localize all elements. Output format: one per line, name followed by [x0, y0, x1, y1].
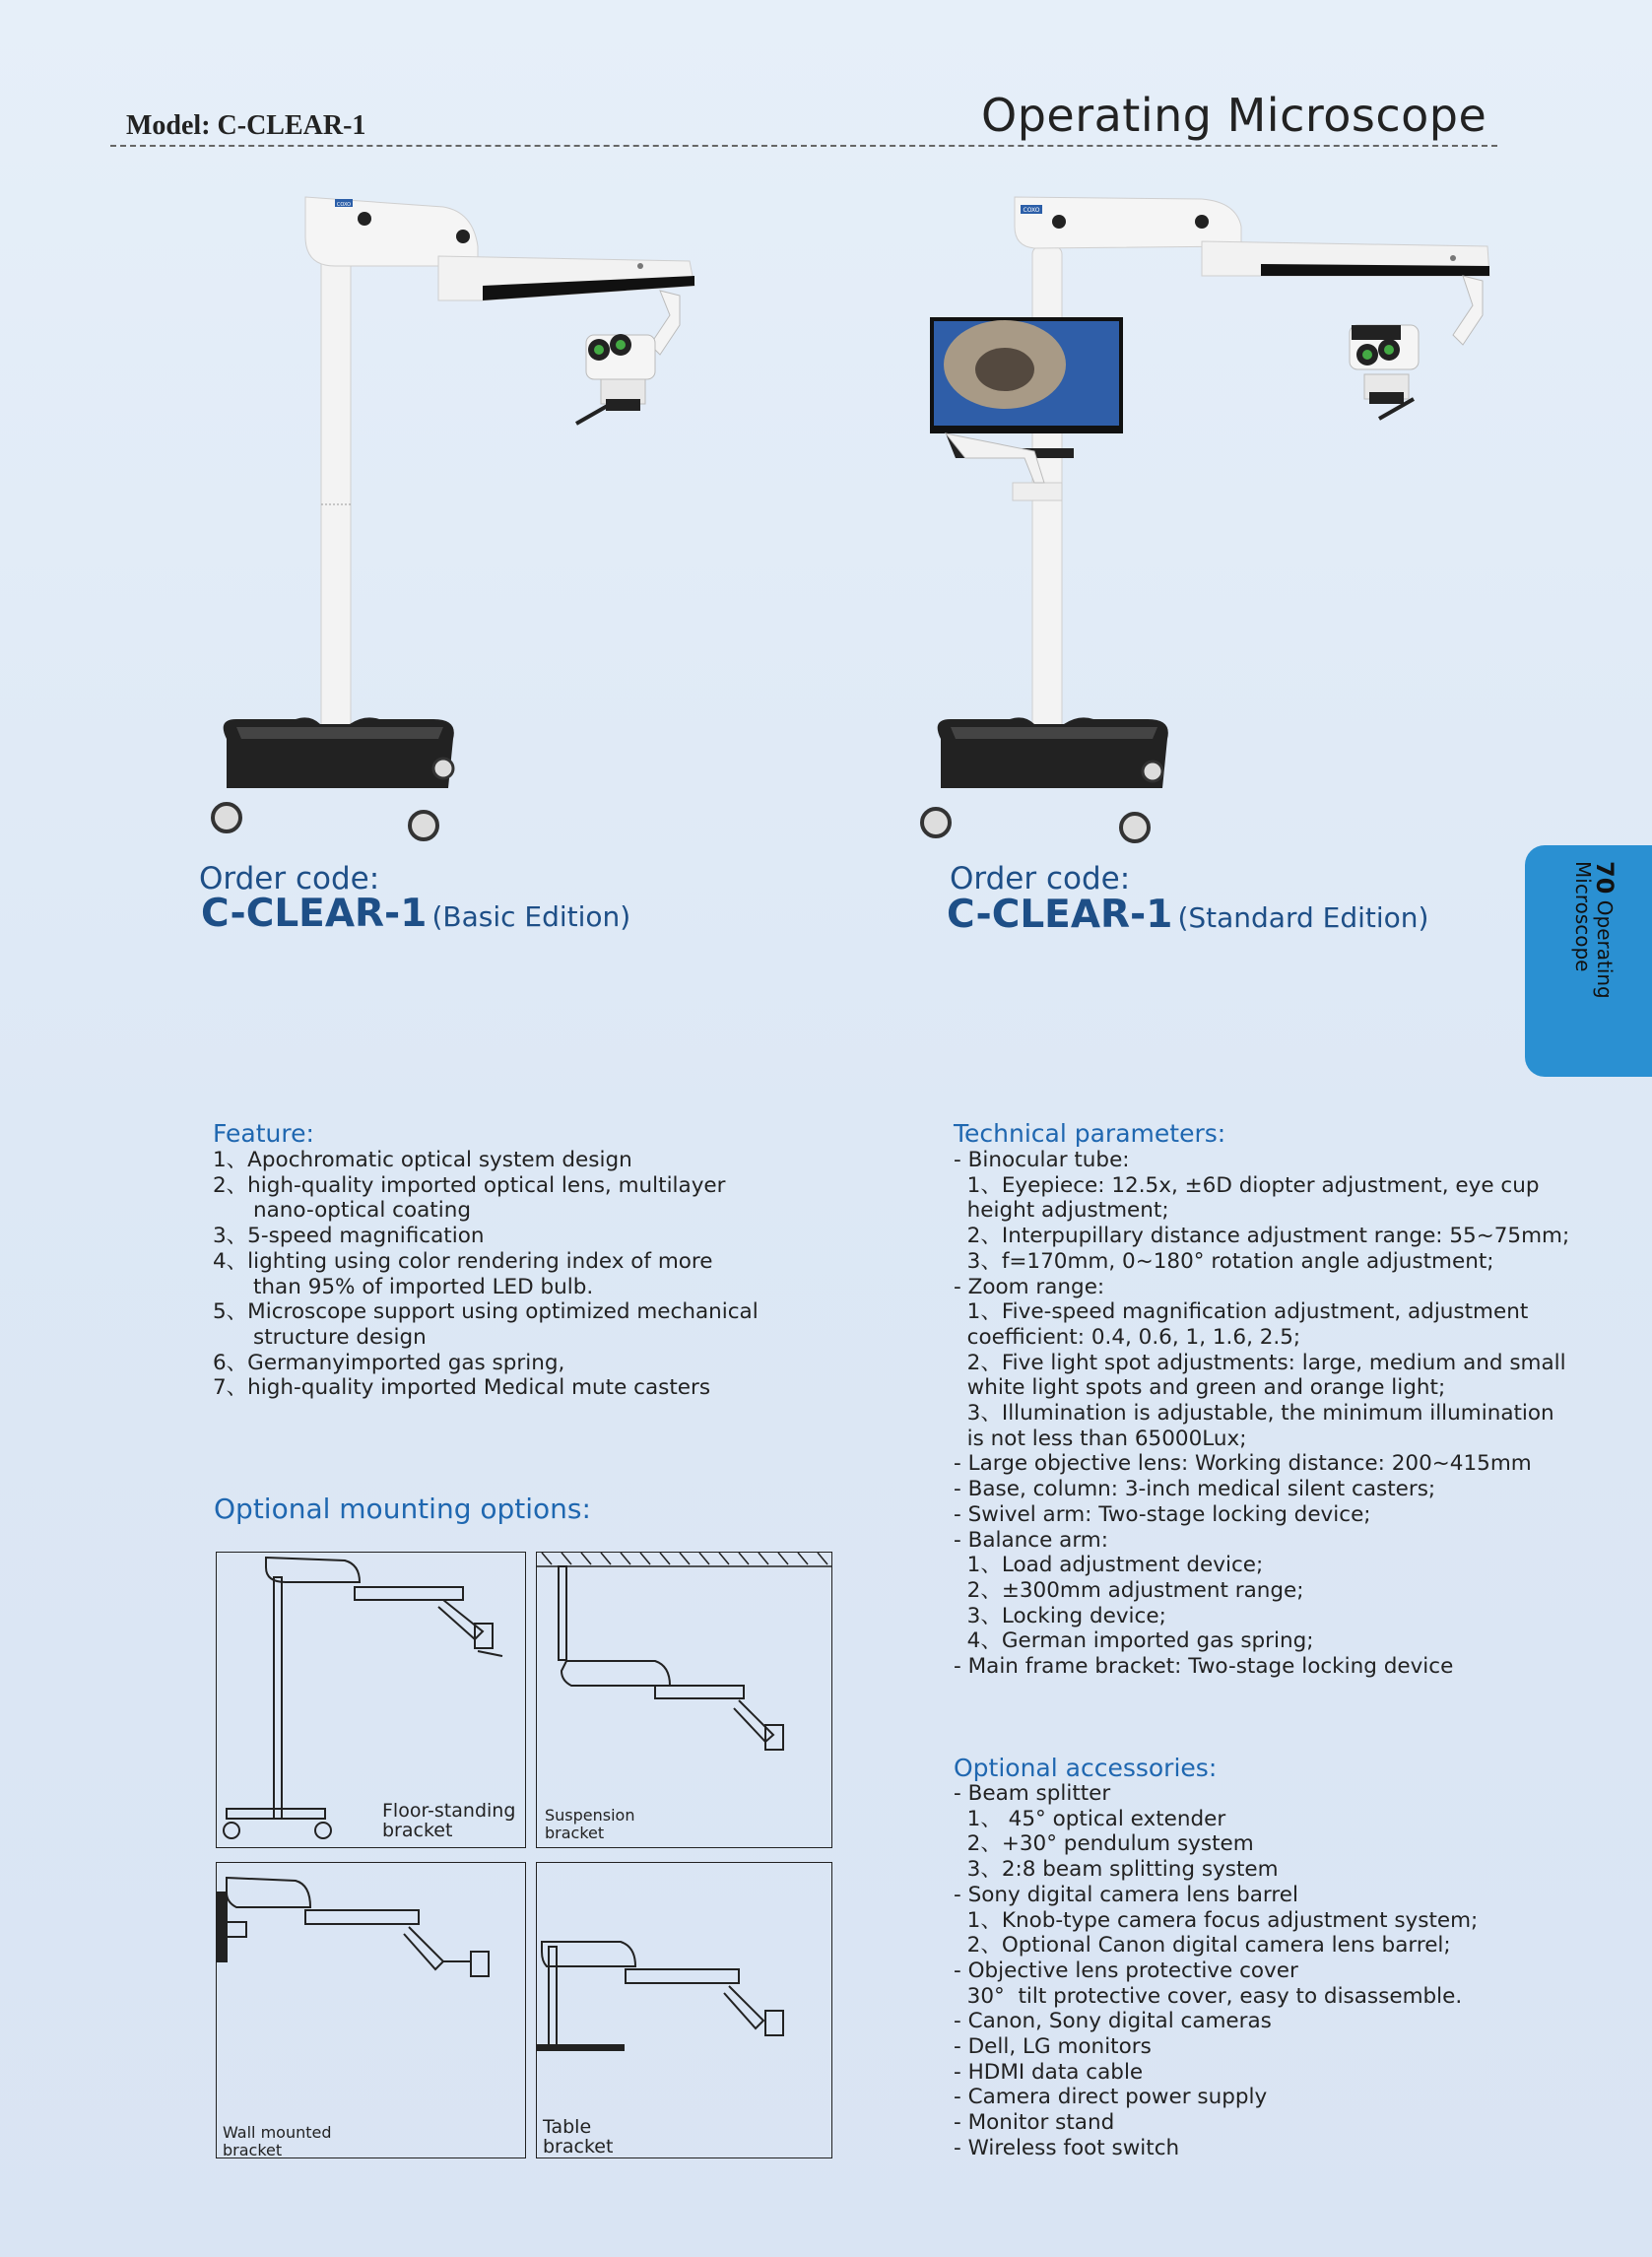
mount-label-suspension: Suspension bracket [545, 1806, 635, 1842]
feature-heading: Feature: [213, 1119, 314, 1148]
mount-label-table: Table bracket [543, 2116, 614, 2157]
edition-standard: (Standard Edition) [1177, 901, 1429, 934]
mount-label-floor: Floor-standing bracket [382, 1800, 516, 1841]
mount-label-wall: Wall mounted bracket [223, 2123, 332, 2159]
product-code-basic: C-CLEAR-1 [201, 892, 428, 936]
accessories-heading: Optional accessories: [954, 1754, 1218, 1782]
side-tab-label: Operating Microscope [1571, 861, 1617, 999]
order-code-label-basic: Order code: [199, 861, 380, 896]
order-code-basic [201, 892, 630, 936]
page-title: Operating Microscope [981, 89, 1487, 142]
brand-text: COXO [336, 202, 352, 208]
section-side-tab [1525, 845, 1652, 1077]
suspension-bracket-drawing [537, 1553, 831, 1847]
order-code-standard [947, 893, 1428, 937]
side-tab-number: 70 [1591, 861, 1619, 895]
microscope-basic-image [197, 187, 709, 847]
mount-option-table [536, 1862, 832, 2158]
mount-option-wall [216, 1862, 526, 2158]
mount-option-suspension [536, 1552, 832, 1848]
product-code-standard: C-CLEAR-1 [947, 893, 1173, 937]
header-divider [110, 145, 1497, 147]
mount-option-floor [216, 1552, 526, 1848]
table-bracket-drawing [537, 1863, 831, 2157]
brand-text-2: COXO [1023, 207, 1040, 214]
technical-heading: Technical parameters: [954, 1119, 1226, 1148]
mounting-heading: Optional mounting options: [214, 1493, 591, 1525]
edition-basic: (Basic Edition) [431, 900, 631, 933]
order-code-label-standard: Order code: [950, 861, 1131, 896]
wall-bracket-drawing [217, 1863, 525, 2157]
feature-list: 1、Apochromatic optical system design 2、high-quality imported optical lens, multilayer nano-optical coating 3、5-speed magnification 4、lighting using color rendering index of more than 95% of imported LED bulb. 5、Microscope support using optimized mechanical structure design 6、Germanyimported gas spring, 7、high-quality imported Medical mute casters [213, 1148, 759, 1401]
model-label: Model: C-CLEAR-1 [126, 110, 366, 141]
technical-list: - Binocular tube: 1、Eyepiece: 12.5x, ±6D diopter adjustment, eye cup height adjustment; 2、Interpupillary distance adjustment range: 55~75mm; 3、f=170mm, 0~180° rotation angle adjustment; - Zoom range: 1、Five-speed magnification adjustment, adjustment coefficient: 0.4, 0.6, 1, 1.6, 2.5; 2、Five light spot adjustments: large, medium and small white light spots and green and orange light; 3、Illumination is adjustable, the minimum illumination is not less than 65000Lux; - Large objective lens: Working distance: 200~415mm - Base, column: 3-inch medical silent casters; - Swivel arm: Two-stage locking device; - Balance arm: 1、Load adjustment device; 2、±300mm adjustment range; 3、Locking device; 4、German imported gas spring; - Main frame bracket: Two-stage locking device [954, 1148, 1570, 1680]
microscope-standard-image [916, 187, 1507, 847]
accessories-list: - Beam splitter 1、 45° optical extender 2、+30° pendulum system 3、2:8 beam splitting system - Sony digital camera lens barrel 1、Knob-type camera focus adjustment system; 2、Optional Canon digital camera lens barrel; - Objective lens protective cover 30° tilt protective cover, easy to disassemble. - Canon, Sony digital cameras - Dell, LG monitors - HDMI data cable - Camera direct power supply - Monitor stand - Wireless foot switch [954, 1781, 1479, 2160]
